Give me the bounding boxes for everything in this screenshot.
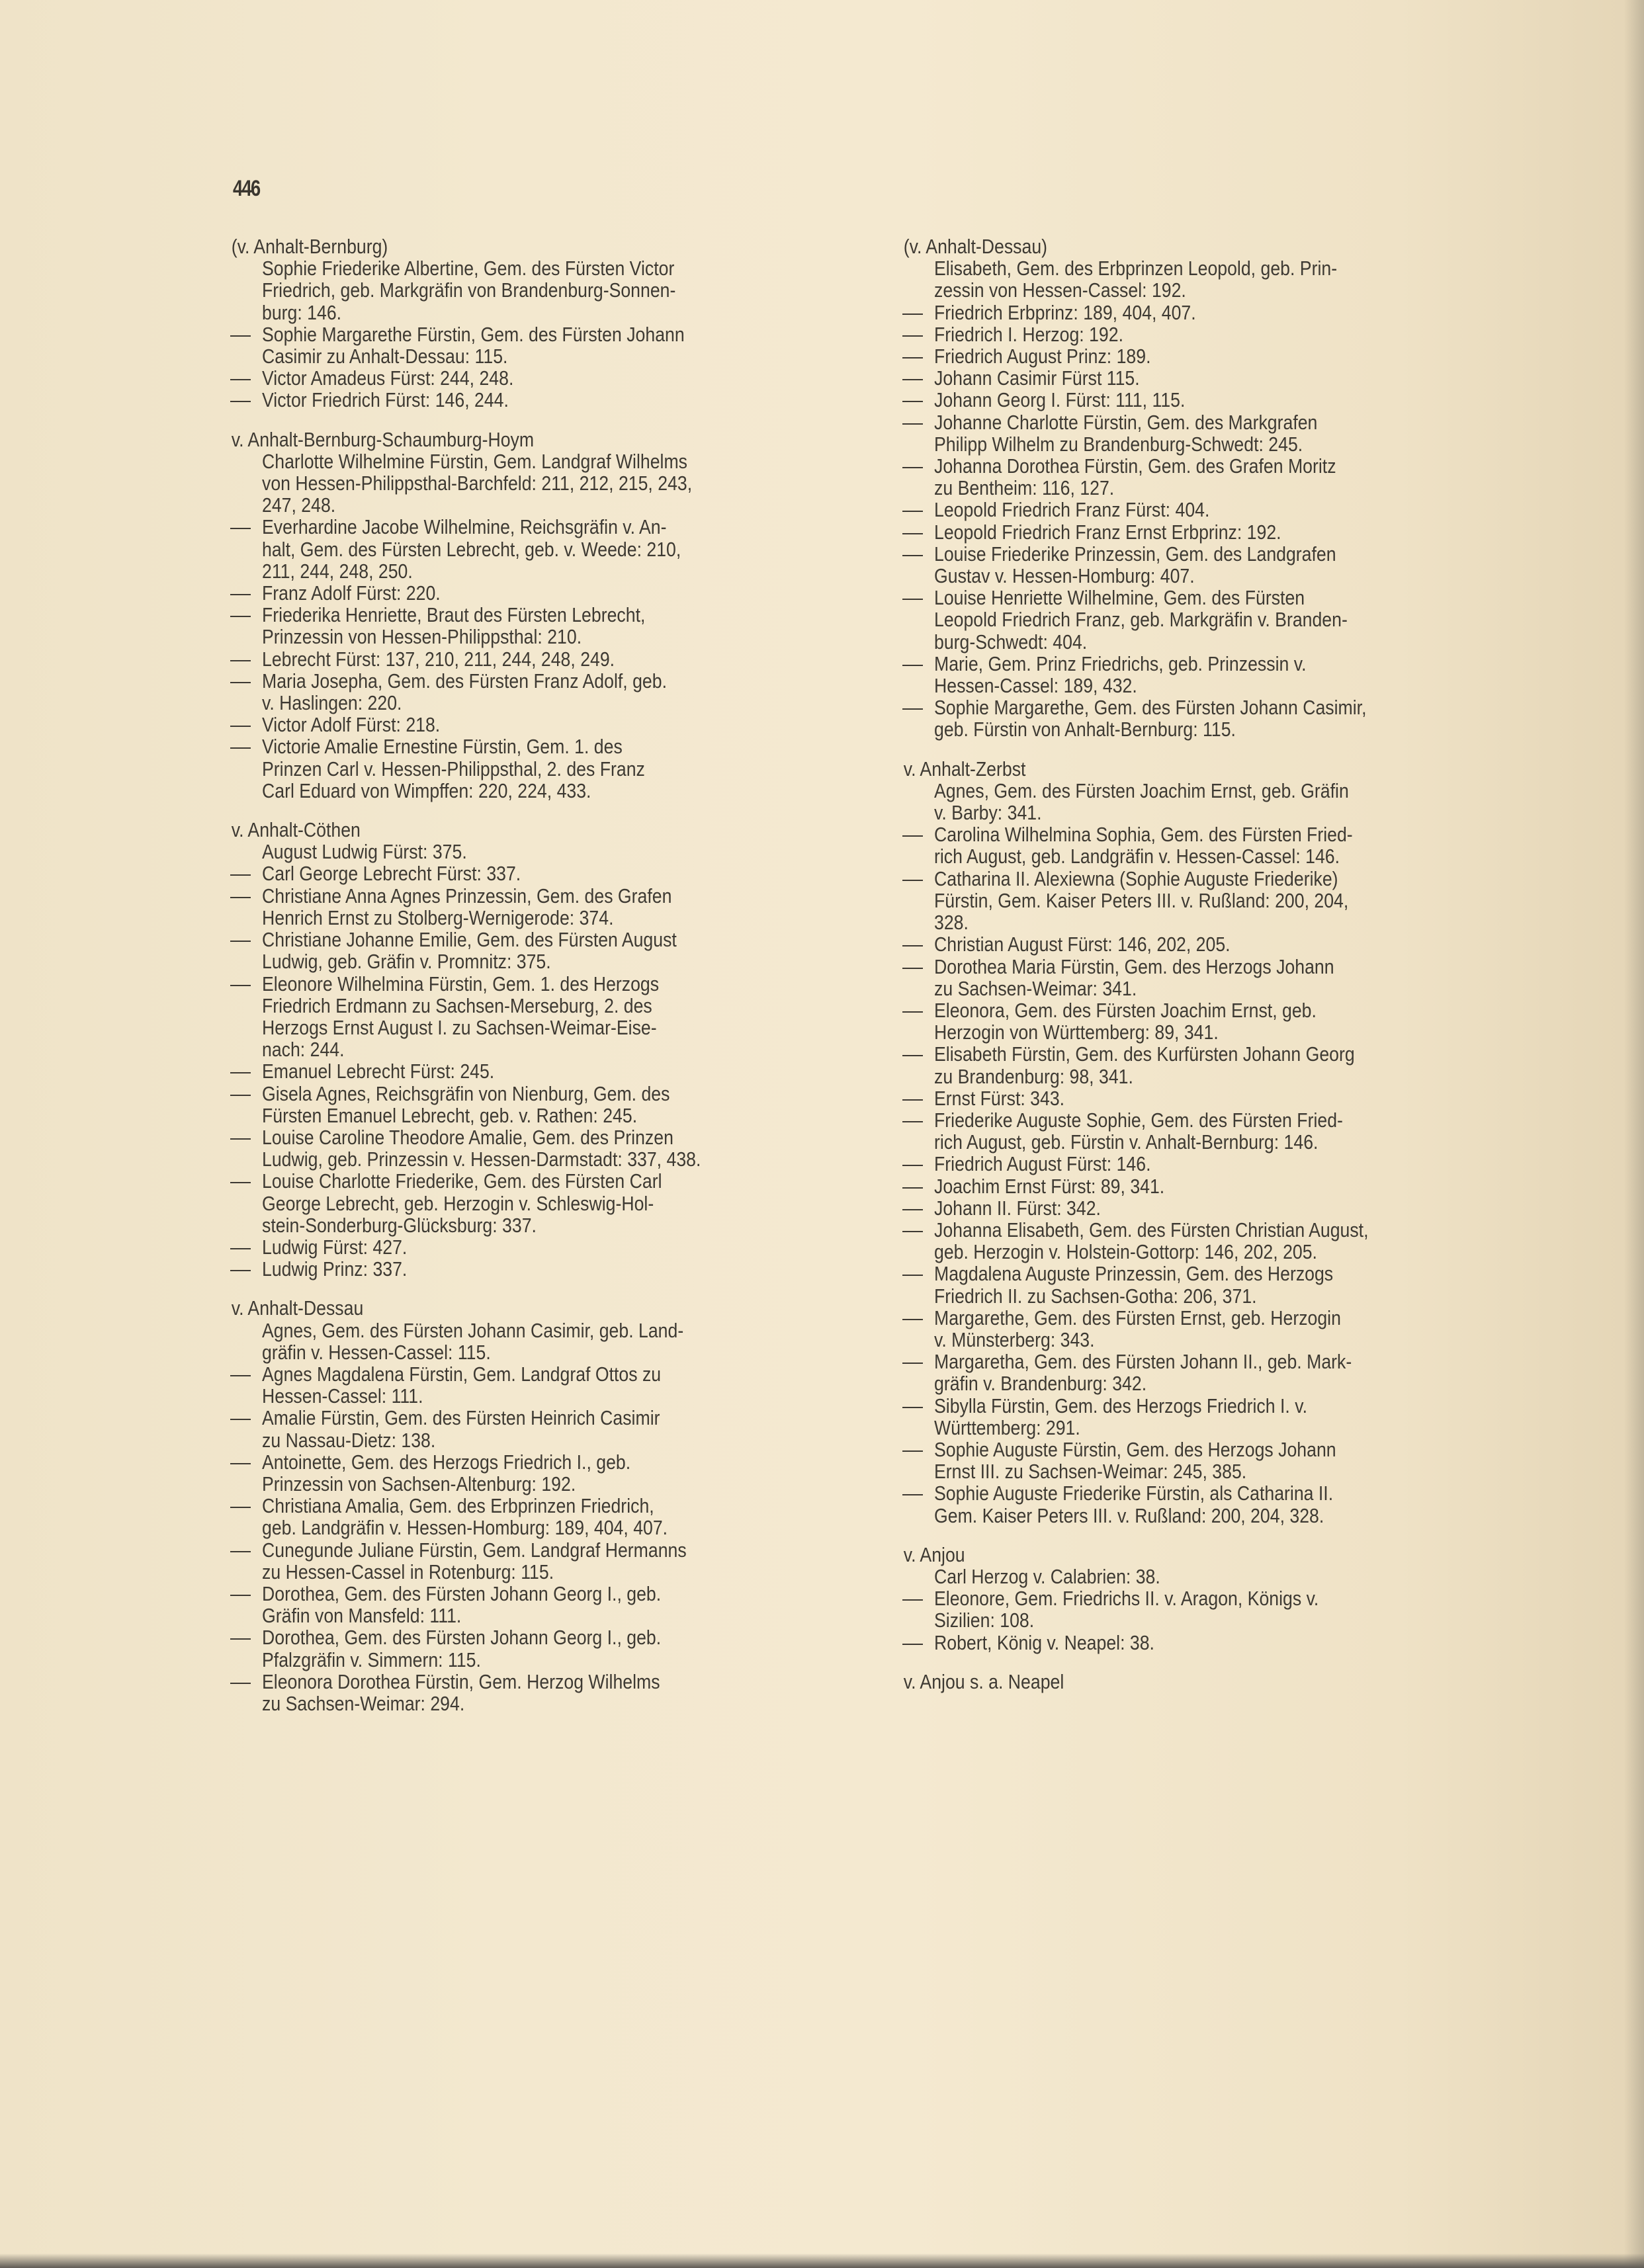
ditto-dash: — <box>230 735 251 759</box>
entry-text-line: Ludwig Prinz: 337. <box>262 1257 408 1281</box>
index-entry <box>230 973 871 1061</box>
ditto-dash: — <box>902 388 923 412</box>
ditto-dash: — <box>902 1437 923 1461</box>
entry-text-line: zessin von Hessen-Cassel: 192. <box>934 278 1186 302</box>
index-entry <box>902 587 1537 653</box>
index-entry <box>902 499 1537 521</box>
index-entry <box>902 1566 1537 1587</box>
index-entry <box>902 1439 1537 1482</box>
entry-text-line: Ludwig, geb. Gräfin v. Promnitz: 375. <box>262 950 551 974</box>
index-entry <box>902 1153 1537 1175</box>
ditto-dash: — <box>902 410 923 434</box>
index-entry <box>230 1407 871 1450</box>
ditto-dash: — <box>902 586 923 610</box>
entry-text-line: Everhardine Jacobe Wilhelmine, Reichsgräfin v. An- <box>262 515 667 539</box>
index-entry <box>230 367 871 389</box>
index-entry <box>230 1451 871 1495</box>
ditto-dash: — <box>902 696 923 720</box>
ditto-dash: — <box>902 1108 923 1132</box>
section-heading: v. Anjou <box>903 1542 965 1566</box>
entry-text-line: Pfalzgräfin v. Simmern: 115. <box>262 1648 481 1671</box>
entry-text-line: Cunegunde Juliane Fürstin, Gem. Landgraf Hermanns <box>262 1538 687 1562</box>
ditto-dash: — <box>230 1494 251 1518</box>
entry-text-line: 247, 248. <box>262 493 336 517</box>
entry-text-line: Sophie Margarethe Fürstin, Gem. des Fürsten Johann <box>262 322 685 346</box>
entry-text-line: Agnes, Gem. des Fürsten Johann Casimir, geb. Land- <box>262 1318 684 1342</box>
ditto-dash: — <box>230 647 251 671</box>
entry-text-line: rich August, geb. Fürstin v. Anhalt-Bernburg: 146. <box>934 1130 1319 1154</box>
section-heading: v. Anhalt-Cöthen <box>231 818 361 842</box>
index-entry <box>230 450 871 517</box>
entry-text-line: Hessen-Cassel: 111. <box>262 1384 423 1408</box>
entry-text-line: Fürsten Emanuel Lebrecht, geb. v. Rathen: 245. <box>262 1103 638 1127</box>
entry-text-line: 211, 244, 248, 250. <box>262 559 413 583</box>
entry-text-line: zu Brandenburg: 98, 341. <box>934 1064 1133 1088</box>
ditto-dash: — <box>902 1482 923 1505</box>
ditto-dash: — <box>230 1406 251 1430</box>
entry-text-line: Carl George Lebrecht Fürst: 337. <box>262 862 521 886</box>
section-heading: v. Anhalt-Zerbst <box>903 757 1026 780</box>
index-entry <box>902 521 1537 543</box>
page-number: 446 <box>233 176 260 201</box>
entry-text-line: Friederike Auguste Sophie, Gem. des Fürsten Fried- <box>934 1108 1343 1132</box>
index-entry <box>902 257 1537 301</box>
entry-text-line: Christiane Anna Agnes Prinzessin, Gem. des Grafen <box>262 884 672 907</box>
entry-text-line: Leopold Friedrich Franz Ernst Erbprinz: 192. <box>934 520 1281 544</box>
index-column-left <box>230 235 871 1714</box>
entry-text-line: Eleonora, Gem. des Fürsten Joachim Ernst, geb. <box>934 998 1317 1022</box>
entry-text-line: Johanne Charlotte Fürstin, Gem. des Markgrafen <box>934 410 1318 434</box>
index-entry <box>902 1482 1537 1526</box>
entry-text-line: zu Sachsen-Weimar: 294. <box>262 1692 465 1715</box>
entry-text-line: Louise Henriette Wilhelmine, Gem. des Fürsten <box>934 586 1305 610</box>
ditto-dash: — <box>902 998 923 1022</box>
index-entry <box>230 389 871 411</box>
index-entry <box>902 1109 1537 1153</box>
entry-text-line: Friedrich I. Herzog: 192. <box>934 322 1123 346</box>
index-entry <box>230 885 871 929</box>
entry-text-line: burg-Schwedt: 404. <box>934 630 1088 653</box>
index-entry <box>230 1583 871 1626</box>
index-entry <box>902 956 1537 999</box>
index-entry <box>902 1395 1537 1439</box>
index-entry <box>902 1197 1537 1219</box>
entry-text-line: burg: 146. <box>262 300 342 324</box>
index-entry <box>230 1258 871 1280</box>
ditto-dash: — <box>902 651 923 675</box>
ditto-dash: — <box>902 1630 923 1654</box>
entry-text-line: Christiana Amalia, Gem. des Erbprinzen Friedrich, <box>262 1494 654 1518</box>
ditto-dash: — <box>230 322 251 346</box>
index-entry <box>230 929 871 972</box>
entry-text-line: Margaretha, Gem. des Fürsten Johann II., geb. Mark- <box>934 1350 1352 1374</box>
ditto-dash: — <box>902 322 923 346</box>
entry-text-line: Herzogin von Württemberg: 89, 341. <box>934 1021 1219 1044</box>
entry-text-line: Casimir zu Anhalt-Dessau: 115. <box>262 345 508 368</box>
entry-text-line: Dorothea, Gem. des Fürsten Johann Georg I., geb. <box>262 1581 662 1605</box>
section-heading: (v. Anhalt-Dessau) <box>903 235 1048 258</box>
ditto-dash: — <box>230 515 251 539</box>
index-section <box>902 235 1537 741</box>
ditto-dash: — <box>230 603 251 627</box>
section-heading: v. Anjou s. a. Neapel <box>903 1669 1064 1693</box>
entry-text-line: Antoinette, Gem. des Herzogs Friedrich I., geb. <box>262 1450 631 1474</box>
entry-text-line: Carl Eduard von Wimpffen: 220, 224, 433. <box>262 778 591 802</box>
entry-text-line: Fürstin, Gem. Kaiser Peters III. v. Rußland: 200, 204, <box>934 888 1349 912</box>
entry-text-line: Dorothea Maria Fürstin, Gem. des Herzogs Johann <box>934 954 1334 978</box>
entry-text-line: 328. <box>934 911 969 935</box>
entry-text-line: Friedrich Erdmann zu Sachsen-Merseburg, 2. des <box>262 993 652 1017</box>
entry-text-line: Dorothea, Gem. des Fürsten Johann Georg I., geb. <box>262 1626 662 1650</box>
ditto-dash: — <box>230 884 251 907</box>
entry-text-line: gräfin v. Brandenburg: 342. <box>934 1372 1147 1396</box>
entry-text-line: Philipp Wilhelm zu Brandenburg-Schwedt: 245. <box>934 432 1303 456</box>
ditto-dash: — <box>230 366 251 390</box>
entry-text-line: halt, Gem. des Fürsten Lebrecht, geb. v. Weede: 210, <box>262 537 681 561</box>
page-edge-shadow <box>1624 0 1644 2268</box>
ditto-dash: — <box>902 542 923 566</box>
ditto-dash: — <box>902 1042 923 1066</box>
entry-text-line: geb. Herzogin v. Holstein-Gottorp: 146, 202, 205. <box>934 1240 1317 1264</box>
entry-text-line: Victor Friedrich Fürst: 146, 244. <box>262 388 509 412</box>
entry-text-line: Amalie Fürstin, Gem. des Fürsten Heinrich Casimir <box>262 1406 660 1430</box>
entry-text-line: Johanna Elisabeth, Gem. des Fürsten Christian August, <box>934 1218 1369 1241</box>
entry-text-line: Eleonora Dorothea Fürstin, Gem. Herzog Wilhelms <box>262 1669 660 1693</box>
entry-text-line: Louise Charlotte Friederike, Gem. des Fürsten Carl <box>262 1169 662 1193</box>
index-section <box>230 429 871 802</box>
ditto-dash: — <box>902 823 923 847</box>
index-entry <box>902 1263 1537 1306</box>
index-entry <box>230 1671 871 1714</box>
ditto-dash: — <box>230 1081 251 1105</box>
entry-text-line: Eleonore Wilhelmina Fürstin, Gem. 1. des Herzogs <box>262 972 660 995</box>
ditto-dash: — <box>230 972 251 995</box>
entry-text-line: von Hessen-Philippsthal-Barchfeld: 211, 212, 215, 243, <box>262 472 693 495</box>
index-entry <box>230 604 871 648</box>
index-entry <box>230 1363 871 1407</box>
entry-text-line: Friedrich, geb. Markgräfin von Brandenburg-Sonnen- <box>262 278 676 302</box>
entry-text-line: Friedrich August Prinz: 189. <box>934 345 1151 368</box>
entry-text-line: v. Barby: 341. <box>934 801 1042 825</box>
ditto-dash: — <box>902 1350 923 1374</box>
index-section <box>902 1544 1537 1654</box>
index-entry <box>902 323 1537 345</box>
entry-text-line: Agnes, Gem. des Fürsten Joachim Ernst, geb. Gräfin <box>934 778 1349 802</box>
index-entry <box>902 933 1537 955</box>
ditto-dash: — <box>230 1581 251 1605</box>
entry-text-line: George Lebrecht, geb. Herzogin v. Schleswig-Hol- <box>262 1191 654 1215</box>
entry-text-line: Friedrich August Fürst: 146. <box>934 1152 1151 1176</box>
ditto-dash: — <box>902 1262 923 1286</box>
ditto-dash: — <box>230 1235 251 1259</box>
entry-text-line: Carolina Wilhelmina Sophia, Gem. des Fürsten Fried- <box>934 823 1353 847</box>
entry-text-line: Elisabeth Fürstin, Gem. des Kurfürsten Johann Georg <box>934 1042 1355 1066</box>
entry-text-line: Johann II. Fürst: 342. <box>934 1196 1101 1220</box>
index-section <box>902 758 1537 1527</box>
entry-text-line: rich August, geb. Landgräfin v. Hessen-Cassel: 146. <box>934 845 1340 868</box>
index-entry <box>230 582 871 604</box>
index-entry <box>230 1539 871 1583</box>
index-column-right <box>902 235 1537 1693</box>
index-section <box>230 819 871 1280</box>
index-entry <box>230 735 871 802</box>
entry-text-line: Prinzessin von Hessen-Philippsthal: 210. <box>262 625 582 649</box>
entry-text-line: Sophie Margarethe, Gem. des Fürsten Johann Casimir, <box>934 696 1367 720</box>
entry-text-line: nach: 244. <box>262 1038 345 1062</box>
entry-text-line: Charlotte Wilhelmine Fürstin, Gem. Landgraf Wilhelms <box>262 449 688 473</box>
entry-text-line: Hessen-Cassel: 189, 432. <box>934 674 1137 698</box>
ditto-dash: — <box>902 300 923 324</box>
ditto-dash: — <box>902 1218 923 1241</box>
index-entry <box>902 1175 1537 1197</box>
ditto-dash: — <box>230 928 251 952</box>
entry-text-line: Christiane Johanne Emilie, Gem. des Fürsten August <box>262 928 677 952</box>
index-entry <box>230 1126 871 1170</box>
ditto-dash: — <box>230 1169 251 1193</box>
entry-text-line: Leopold Friedrich Franz, geb. Markgräfin v. Branden- <box>934 608 1348 632</box>
entry-text-line: August Ludwig Fürst: 375. <box>262 840 467 864</box>
entry-text-line: Gisela Agnes, Reichsgräfin von Nienburg, Gem. des <box>262 1081 670 1105</box>
ditto-dash: — <box>230 1060 251 1083</box>
entry-text-line: Elisabeth, Gem. des Erbprinzen Leopold, geb. Prin- <box>934 257 1338 280</box>
index-entry <box>230 1626 871 1670</box>
index-entry <box>902 823 1537 867</box>
entry-text-line: Sizilien: 108. <box>934 1609 1035 1632</box>
entry-text-line: Gem. Kaiser Peters III. v. Rußland: 200, 204, 328. <box>934 1503 1324 1527</box>
entry-text-line: geb. Fürstin von Anhalt-Bernburg: 115. <box>934 718 1236 741</box>
entry-text-line: Magdalena Auguste Prinzessin, Gem. des Herzogs <box>934 1262 1334 1286</box>
scan-bottom-edge <box>0 2253 1644 2268</box>
entry-text-line: Sibylla Fürstin, Gem. des Herzogs Friedrich I. v. <box>934 1394 1307 1417</box>
entry-text-line: Ludwig, geb. Prinzessin v. Hessen-Darmstadt: 337, 438. <box>262 1148 701 1171</box>
entry-text-line: Sophie Auguste Fürstin, Gem. des Herzogs Johann <box>934 1437 1336 1461</box>
index-entry <box>230 1236 871 1258</box>
entry-text-line: Franz Adolf Fürst: 220. <box>262 581 441 605</box>
entry-text-line: Sophie Friederike Albertine, Gem. des Fürsten Victor <box>262 257 675 280</box>
entry-text-line: zu Bentheim: 116, 127. <box>934 476 1115 500</box>
entry-text-line: Marie, Gem. Prinz Friedrichs, geb. Prinzessin v. <box>934 651 1307 675</box>
ditto-dash: — <box>902 366 923 390</box>
entry-text-line: Victorie Amalie Ernestine Fürstin, Gem. 1. des <box>262 735 623 759</box>
section-heading: (v. Anhalt-Bernburg) <box>231 235 388 258</box>
entry-text-line: Victor Adolf Fürst: 218. <box>262 713 441 737</box>
index-entry <box>230 257 871 323</box>
ditto-dash: — <box>902 1086 923 1110</box>
index-entry <box>902 696 1537 740</box>
entry-text-line: Louise Friederike Prinzessin, Gem. des Landgrafen <box>934 542 1336 566</box>
section-heading: v. Anhalt-Bernburg-Schaumburg-Hoym <box>231 427 535 451</box>
ditto-dash: — <box>902 345 923 368</box>
entry-text-line: zu Nassau-Dietz: 138. <box>262 1428 436 1452</box>
ditto-dash: — <box>230 1257 251 1281</box>
index-entry <box>902 1307 1537 1351</box>
index-entry <box>230 862 871 884</box>
index-entry <box>230 516 871 582</box>
ditto-dash: — <box>902 1587 923 1611</box>
entry-text-line: Sophie Auguste Friederike Fürstin, als Catharina II. <box>934 1482 1334 1505</box>
ditto-dash: — <box>902 520 923 544</box>
entry-text-line: Carl Herzog v. Calabrien: 38. <box>934 1564 1160 1588</box>
ditto-dash: — <box>230 1626 251 1650</box>
entry-text-line: Johann Casimir Fürst 115. <box>934 366 1140 390</box>
index-entry <box>230 648 871 670</box>
index-entry <box>902 411 1537 455</box>
index-entry <box>902 1043 1537 1087</box>
entry-text-line: Johann Georg I. Fürst: 111, 115. <box>934 388 1186 412</box>
entry-text-line: gräfin v. Hessen-Cassel: 115. <box>262 1340 491 1364</box>
entry-text-line: zu Hessen-Cassel in Rotenburg: 115. <box>262 1560 554 1583</box>
entry-text-line: Johanna Dorothea Fürstin, Gem. des Grafen Moritz <box>934 454 1336 478</box>
index-entry <box>230 1170 871 1236</box>
ditto-dash: — <box>230 1538 251 1562</box>
ditto-dash: — <box>230 713 251 737</box>
entry-text-line: Margarethe, Gem. des Fürsten Ernst, geb. Herzogin <box>934 1306 1341 1329</box>
ditto-dash: — <box>902 954 923 978</box>
entry-text-line: Catharina II. Alexiewna (Sophie Auguste Friederike) <box>934 866 1338 890</box>
section-heading: v. Anhalt-Dessau <box>231 1296 364 1320</box>
ditto-dash: — <box>902 1174 923 1198</box>
index-section <box>230 235 871 411</box>
index-entry <box>902 1632 1537 1654</box>
index-entry <box>230 1083 871 1126</box>
index-entry <box>902 455 1537 499</box>
index-entry <box>230 1060 871 1082</box>
entry-text-line: Ernst III. zu Sachsen-Weimar: 245, 385. <box>934 1460 1247 1484</box>
index-entry <box>902 543 1537 587</box>
entry-text-line: Agnes Magdalena Fürstin, Gem. Landgraf Ottos zu <box>262 1362 662 1386</box>
index-entry <box>902 302 1537 323</box>
index-entry <box>902 999 1537 1043</box>
ditto-dash: — <box>230 1362 251 1386</box>
ditto-dash: — <box>230 862 251 886</box>
index-entry <box>230 1320 871 1363</box>
entry-text-line: Friedrich II. zu Sachsen-Gotha: 206, 371. <box>934 1284 1257 1308</box>
index-entry <box>902 1587 1537 1631</box>
entry-text-line: Prinzessin von Sachsen-Altenburg: 192. <box>262 1472 576 1495</box>
entry-text-line: v. Haslingen: 220. <box>262 691 402 715</box>
index-entry <box>902 868 1537 934</box>
index-entry <box>230 1495 871 1538</box>
ditto-dash: — <box>902 498 923 522</box>
index-entry <box>902 367 1537 389</box>
ditto-dash: — <box>230 1125 251 1149</box>
entry-text-line: stein-Sonderburg-Glücksburg: 337. <box>262 1213 537 1237</box>
entry-text-line: Friedrich Erbprinz: 189, 404, 407. <box>934 300 1196 324</box>
ditto-dash: — <box>902 1196 923 1220</box>
entry-text-line: Robert, König v. Neapel: 38. <box>934 1630 1154 1654</box>
index-entry <box>902 1219 1537 1263</box>
entry-text-line: Gräfin von Mansfeld: 111. <box>262 1604 462 1628</box>
entry-text-line: Maria Josepha, Gem. des Fürsten Franz Adolf, geb. <box>262 669 667 693</box>
entry-text-line: Gustav v. Hessen-Homburg: 407. <box>934 564 1195 588</box>
entry-text-line: Christian August Fürst: 146, 202, 205. <box>934 933 1231 956</box>
index-entry <box>902 1351 1537 1394</box>
ditto-dash: — <box>230 1669 251 1693</box>
entry-text-line: Emanuel Lebrecht Fürst: 245. <box>262 1060 495 1083</box>
entry-text-line: Victor Amadeus Fürst: 244, 248. <box>262 366 514 390</box>
index-entry <box>902 653 1537 696</box>
entry-text-line: Lebrecht Fürst: 137, 210, 211, 244, 248, 249. <box>262 647 615 671</box>
entry-text-line: Ernst Fürst: 343. <box>934 1086 1065 1110</box>
ditto-dash: — <box>230 1450 251 1474</box>
entry-text-line: Herzogs Ernst August I. zu Sachsen-Weimar-Eise- <box>262 1015 657 1039</box>
index-entry <box>902 345 1537 367</box>
index-entry <box>230 323 871 367</box>
ditto-dash: — <box>902 454 923 478</box>
entry-text-line: v. Münsterberg: 343. <box>934 1327 1095 1351</box>
index-entry <box>230 841 871 862</box>
entry-text-line: zu Sachsen-Weimar: 341. <box>934 976 1137 1000</box>
index-entry <box>902 389 1537 411</box>
entry-text-line: Henrich Ernst zu Stolberg-Wernigerode: 374. <box>262 905 614 929</box>
entry-text-line: Friederika Henriette, Braut des Fürsten Lebrecht, <box>262 603 646 627</box>
ditto-dash: — <box>230 669 251 693</box>
index-entry <box>902 1087 1537 1109</box>
entry-text-line: geb. Landgräfin v. Hessen-Homburg: 189, 404, 407. <box>262 1516 668 1540</box>
index-entry <box>902 780 1537 823</box>
ditto-dash: — <box>902 933 923 956</box>
entry-text-line: Prinzen Carl v. Hessen-Philippsthal, 2. des Franz <box>262 757 645 780</box>
entry-text-line: Louise Caroline Theodore Amalie, Gem. des Prinzen <box>262 1125 673 1149</box>
index-entry <box>230 670 871 714</box>
ditto-dash: — <box>230 388 251 412</box>
ditto-dash: — <box>902 866 923 890</box>
entry-text-line: Joachim Ernst Fürst: 89, 341. <box>934 1174 1165 1198</box>
ditto-dash: — <box>902 1394 923 1417</box>
entry-text-line: Leopold Friedrich Franz Fürst: 404. <box>934 498 1210 522</box>
ditto-dash: — <box>902 1306 923 1329</box>
entry-text-line: Eleonore, Gem. Friedrichs II. v. Aragon, Königs v. <box>934 1587 1319 1611</box>
index-section <box>230 1297 871 1714</box>
ditto-dash: — <box>902 1152 923 1176</box>
index-entry <box>230 714 871 735</box>
index-section <box>902 1671 1537 1693</box>
entry-text-line: Württemberg: 291. <box>934 1415 1080 1439</box>
entry-text-line: Ludwig Fürst: 427. <box>262 1235 408 1259</box>
ditto-dash: — <box>230 581 251 605</box>
